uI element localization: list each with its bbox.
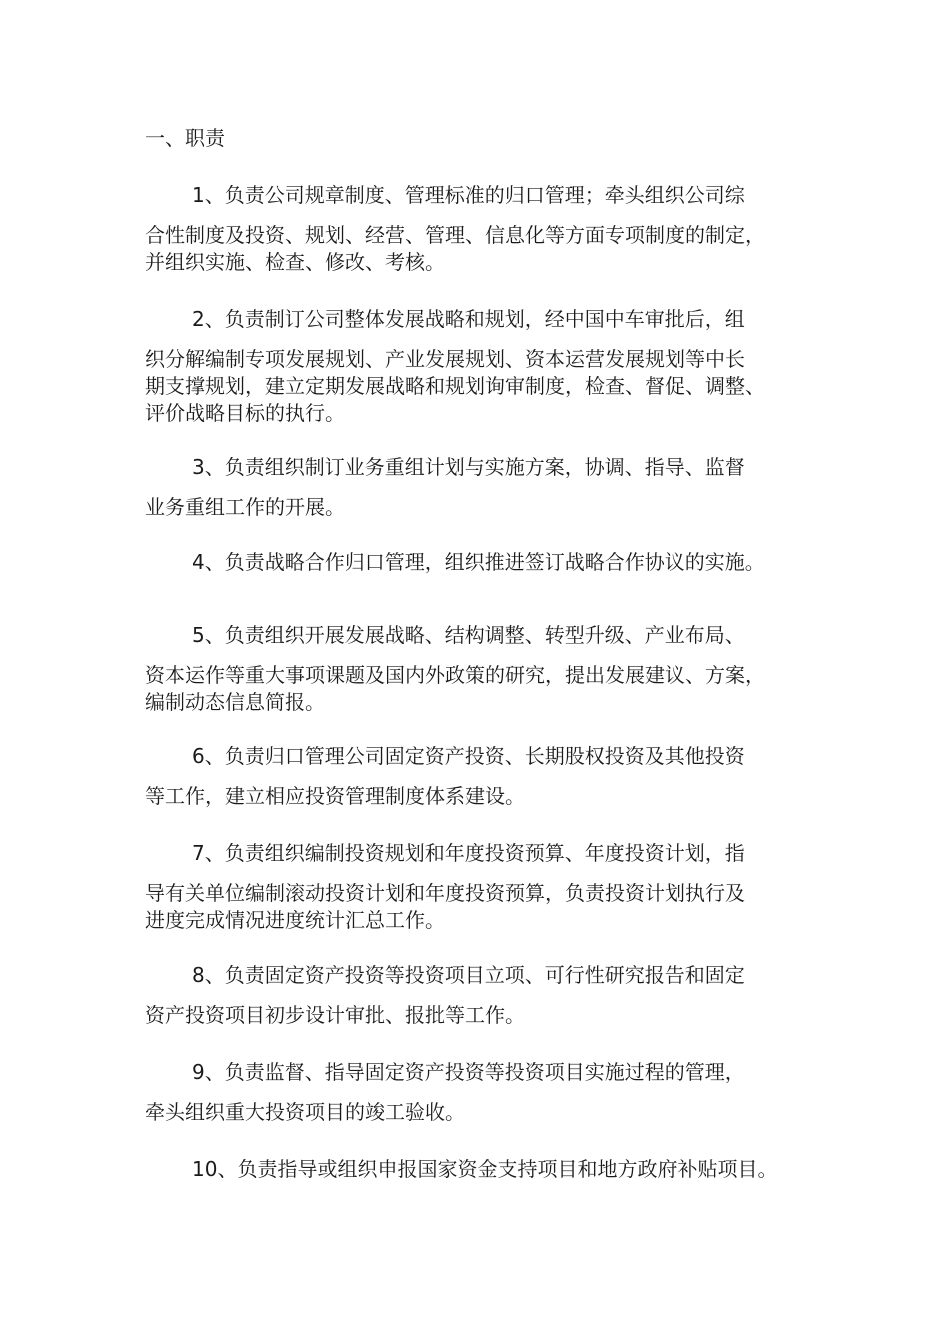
duty-line: 编制动态信息简报。: [145, 690, 325, 714]
duty-line: 8、负责固定资产投资等投资项目立项、可行性研究报告和固定: [192, 963, 745, 987]
duty-line: 7、负责组织编制投资规划和年度投资预算、年度投资计划，指: [192, 841, 745, 865]
section-heading: 一、职责: [145, 126, 225, 150]
duty-line: 9、负责监督、指导固定资产投资等投资项目实施过程的管理，: [192, 1060, 745, 1084]
duty-line: 3、负责组织制订业务重组计划与实施方案，协调、指导、监督: [192, 455, 745, 479]
duty-item-8: [145, 962, 810, 1029]
duty-line: 1、负责公司规章制度、管理标准的归口管理；牵头组织公司综: [192, 183, 745, 207]
duty-item-5: [145, 622, 810, 716]
duty-line: 资本运作等重大事项课题及国内外政策的研究，提出发展建议、方案，: [145, 663, 765, 687]
duty-line: 进度完成情况进度统计汇总工作。: [145, 908, 445, 932]
duty-line: 6、负责归口管理公司固定资产投资、长期股权投资及其他投资: [192, 744, 745, 768]
duty-line: 导有关单位编制滚动投资计划和年度投资预算，负责投资计划执行及: [145, 881, 745, 905]
duty-item-10: [145, 1156, 810, 1196]
duty-line: 期支撑规划，建立定期发展战略和规划询审制度，检查、督促、调整、: [145, 374, 765, 398]
duty-line: 资产投资项目初步设计审批、报批等工作。: [145, 1003, 525, 1027]
duty-line: 评价战略目标的执行。: [145, 401, 345, 425]
duty-item-1: [145, 182, 810, 276]
duty-line: 并组织实施、检查、修改、考核。: [145, 250, 445, 274]
duty-item-4: [145, 549, 810, 589]
duty-line: 4、负责战略合作归口管理，组织推进签订战略合作协议的实施。: [192, 550, 765, 574]
duty-line: 织分解编制专项发展规划、产业发展规划、资本运营发展规划等中长: [145, 347, 745, 371]
duty-line: 2、负责制订公司整体发展战略和规划，经中国中车审批后，组: [192, 307, 745, 331]
duty-line: 5、负责组织开展发展战略、结构调整、转型升级、产业布局、: [192, 623, 745, 647]
duty-item-3: [145, 454, 810, 521]
duty-line: 业务重组工作的开展。: [145, 495, 345, 519]
duty-item-9: [145, 1059, 810, 1126]
duty-item-6: [145, 743, 810, 810]
duty-item-7: [145, 840, 810, 934]
duty-line: 10、负责指导或组织申报国家资金支持项目和地方政府补贴项目。: [192, 1157, 778, 1181]
duty-item-2: [145, 306, 810, 427]
duty-line: 合性制度及投资、规划、经营、管理、信息化等方面专项制度的制定，: [145, 223, 765, 247]
duty-line: 等工作，建立相应投资管理制度体系建设。: [145, 784, 525, 808]
duty-line: 牵头组织重大投资项目的竣工验收。: [145, 1100, 465, 1124]
